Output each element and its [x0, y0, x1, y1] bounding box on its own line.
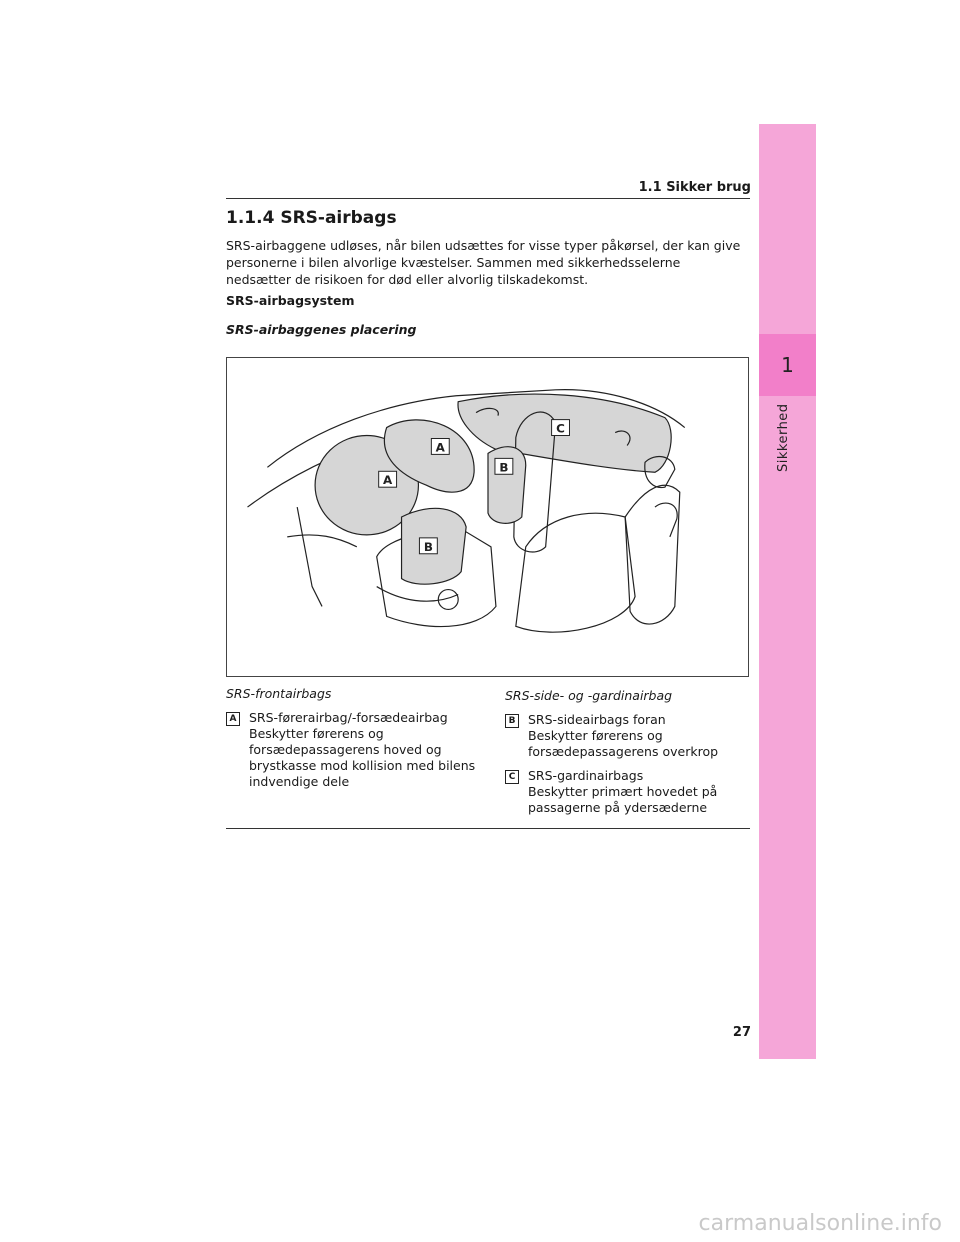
- svg-text:B: B: [423, 539, 433, 554]
- side-tab: [759, 124, 816, 1059]
- footer-divider: [226, 828, 750, 829]
- frontairbags-title: SRS-frontairbags: [226, 686, 332, 701]
- chapter-number: 1: [759, 334, 816, 396]
- watermark: carmanualsonline.info: [698, 1211, 942, 1236]
- entry-line: forsædepassagerens overkrop: [528, 744, 719, 759]
- entry-line: Beskytter førerens og: [528, 728, 663, 743]
- entry-line: indvendige dele: [249, 774, 350, 789]
- badge-c: C: [505, 770, 519, 784]
- airbag-entry-a: [226, 710, 476, 790]
- header-divider: [226, 198, 750, 199]
- entry-line: SRS-førerairbag/-forsædeairbag: [249, 710, 448, 725]
- entry-line: SRS-gardinairbags: [528, 768, 644, 783]
- side-curtain-column: [505, 688, 750, 824]
- running-head: 1.1 Sikker brug: [638, 180, 751, 195]
- chapter-label: Sikkerhed: [776, 403, 791, 472]
- entry-line: forsædepassagerens hoved og: [249, 742, 442, 757]
- airbag-entry-b: [505, 712, 750, 760]
- subheading: SRS-airbagsystem: [226, 293, 355, 308]
- svg-text:A: A: [383, 473, 393, 488]
- airbag-entry-c: [505, 768, 750, 816]
- entry-line: Beskytter førerens og: [249, 726, 384, 741]
- section-title: 1.1.4 SRS-airbags: [226, 208, 397, 228]
- entry-line: Beskytter primært hovedet på: [528, 784, 718, 799]
- svg-text:A: A: [435, 440, 445, 455]
- badge-a: A: [226, 712, 240, 726]
- side-curtain-title: SRS-side- og -gardinairbag: [505, 688, 673, 703]
- airbag-illustration: [226, 357, 749, 677]
- figure-caption: SRS-airbaggenes placering: [226, 322, 417, 337]
- entry-line: brystkasse mod kollision med bilens: [249, 758, 476, 773]
- entry-line: SRS-sideairbags foran: [528, 712, 666, 727]
- svg-text:C: C: [556, 421, 565, 436]
- badge-b: B: [505, 714, 519, 728]
- frontairbags-column: [226, 686, 476, 798]
- intro-paragraph: SRS-airbaggene udløses, når bilen udsættes for visse typer påkørsel, der kan give personerne i bilen alvorlige kvæstelser. Sammen med sikkerhedsselerne nedsætter de risikoen for død eller alvorlig tilskadekomst.: [226, 238, 741, 287]
- entry-line: passagerne på ydersæderne: [528, 800, 708, 815]
- page-number: 27: [732, 1025, 751, 1040]
- svg-text:B: B: [499, 460, 509, 475]
